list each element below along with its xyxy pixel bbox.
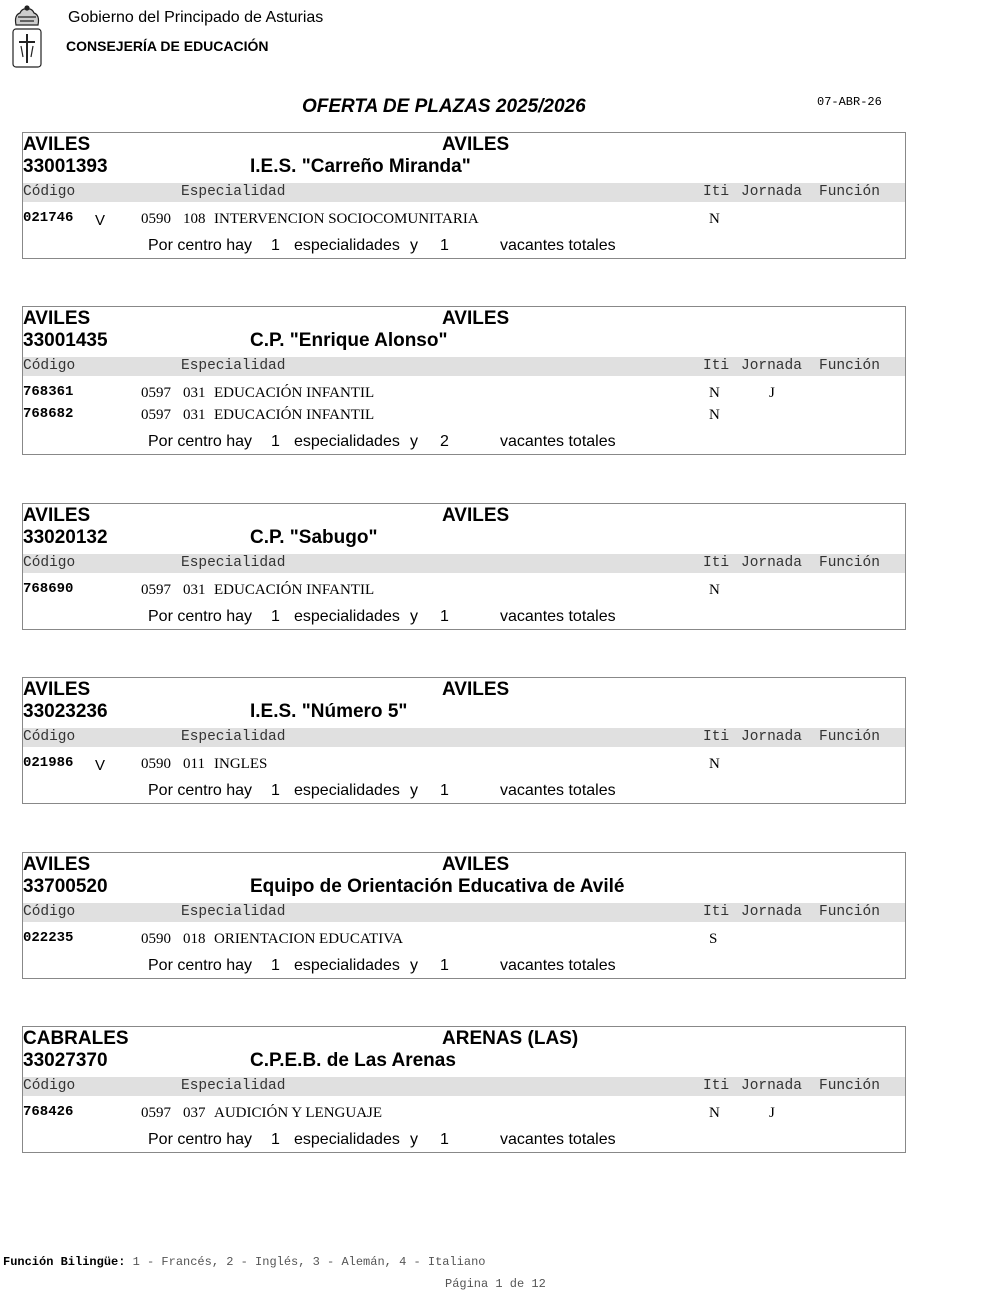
center-locality: AVILES	[442, 679, 510, 700]
summary-prefix: Por centro hay	[148, 433, 253, 450]
vacancy-iti: N	[709, 582, 720, 598]
summary-y: y	[410, 608, 418, 625]
vacancy-especialidad-name: EDUCACIÓN INFANTIL	[214, 385, 375, 401]
summary-prefix: Por centro hay	[148, 237, 253, 254]
summary-vacantes-label: vacantes totales	[500, 608, 616, 625]
summary-especialidades-count: 1	[271, 433, 280, 450]
summary-y: y	[410, 433, 418, 450]
center-code: 33027370	[23, 1050, 108, 1071]
vacancy-especialidad-code: 031	[183, 385, 206, 401]
column-codigo: Código	[23, 184, 76, 200]
center-municipality: AVILES	[23, 505, 91, 526]
center-name: I.E.S. "Carreño Miranda"	[250, 156, 471, 177]
column-funcion: Función	[819, 729, 880, 745]
column-iti: Iti	[703, 904, 730, 920]
center-block	[22, 306, 906, 455]
vacancy-especialidad-name: AUDICIÓN Y LENGUAJE	[214, 1105, 383, 1121]
vacancy-especialidad-code: 018	[183, 931, 206, 947]
summary-vacantes-label: vacantes totales	[500, 1131, 616, 1148]
column-iti: Iti	[703, 184, 730, 200]
column-funcion: Función	[819, 358, 880, 374]
center-code: 33001435	[23, 330, 108, 351]
column-especialidad: Especialidad	[181, 1078, 286, 1094]
page-number: Página 1 de 12	[445, 1277, 546, 1291]
vacancy-jornada: J	[769, 385, 775, 401]
summary-vacantes-count: 2	[440, 433, 449, 450]
summary-prefix: Por centro hay	[148, 1131, 253, 1148]
center-municipality: AVILES	[23, 679, 91, 700]
column-jornada: Jornada	[741, 729, 802, 745]
column-especialidad: Especialidad	[181, 904, 286, 920]
vacancy-especialidad-code: 031	[183, 582, 206, 598]
vacancy-especialidad-code: 031	[183, 407, 206, 423]
summary-vacantes-label: vacantes totales	[500, 433, 616, 450]
summary-especialidades-count: 1	[271, 1131, 280, 1148]
center-municipality: AVILES	[23, 308, 91, 329]
vacancy-row	[23, 384, 905, 406]
center-locality: AVILES	[442, 505, 510, 526]
summary-especialidades-label: especialidades	[294, 957, 400, 974]
summary-especialidades-label: especialidades	[294, 237, 400, 254]
vacancy-cuerpo: 0597	[141, 385, 171, 401]
vacancy-especialidad-code: 108	[183, 211, 206, 227]
vacancy-cuerpo: 0597	[141, 1105, 171, 1121]
vacancy-code: 021746	[23, 210, 74, 226]
column-especialidad: Especialidad	[181, 358, 286, 374]
summary-especialidades-count: 1	[271, 782, 280, 799]
column-especialidad: Especialidad	[181, 184, 286, 200]
center-block	[22, 503, 906, 630]
column-iti: Iti	[703, 358, 730, 374]
vacancy-row	[23, 930, 905, 952]
column-header	[23, 728, 905, 747]
legend-text: 1 - Francés, 2 - Inglés, 3 - Alemán, 4 - Italiano	[125, 1255, 486, 1269]
center-municipality: AVILES	[23, 854, 91, 875]
center-summary	[23, 779, 905, 803]
document-title: OFERTA DE PLAZAS 2025/2026	[302, 96, 586, 117]
column-header	[23, 903, 905, 922]
column-header	[23, 1077, 905, 1096]
vacancy-cuerpo: 0597	[141, 582, 171, 598]
summary-y: y	[410, 782, 418, 799]
summary-vacantes-label: vacantes totales	[500, 782, 616, 799]
center-name: Equipo de Orientación Educativa de Avilé	[250, 876, 625, 897]
center-code: 33023236	[23, 701, 108, 722]
vacancy-rows	[23, 747, 905, 777]
column-header	[23, 357, 905, 376]
vacancy-iti: N	[709, 407, 720, 423]
legend-label: Función Bilingüe:	[3, 1255, 126, 1269]
vacancy-jornada: J	[769, 1105, 775, 1121]
vacancy-rows	[23, 376, 905, 428]
center-name: C.P. "Enrique Alonso"	[250, 330, 448, 351]
vacancy-code: 021986	[23, 755, 74, 771]
center-locality: AVILES	[442, 854, 510, 875]
column-funcion: Función	[819, 184, 880, 200]
center-code: 33700520	[23, 876, 108, 897]
vacancy-iti: N	[709, 211, 720, 227]
center-name: C.P. "Sabugo"	[250, 527, 378, 548]
vacancy-code: 768426	[23, 1104, 74, 1120]
vacancy-rows	[23, 573, 905, 603]
vacancy-code: 768361	[23, 384, 74, 400]
column-codigo: Código	[23, 555, 76, 571]
vacancy-row	[23, 406, 905, 428]
summary-prefix: Por centro hay	[148, 782, 253, 799]
center-block	[22, 677, 906, 804]
column-codigo: Código	[23, 729, 76, 745]
summary-especialidades-label: especialidades	[294, 433, 400, 450]
center-summary	[23, 1128, 905, 1152]
asturias-crest-logo	[10, 5, 44, 69]
summary-especialidades-label: especialidades	[294, 1131, 400, 1148]
column-jornada: Jornada	[741, 555, 802, 571]
column-iti: Iti	[703, 729, 730, 745]
vacancy-cuerpo: 0597	[141, 407, 171, 423]
center-locality: AVILES	[442, 308, 510, 329]
summary-vacantes-count: 1	[440, 957, 449, 974]
vacancy-especialidad-name: INTERVENCION SOCIOCOMUNITARIA	[214, 211, 479, 227]
vacancy-especialidad-code: 011	[183, 756, 205, 772]
vacancy-especialidad-name: EDUCACIÓN INFANTIL	[214, 407, 375, 423]
column-funcion: Función	[819, 904, 880, 920]
column-especialidad: Especialidad	[181, 555, 286, 571]
column-codigo: Código	[23, 358, 76, 374]
column-funcion: Función	[819, 1078, 880, 1094]
column-especialidad: Especialidad	[181, 729, 286, 745]
summary-prefix: Por centro hay	[148, 957, 253, 974]
column-header	[23, 183, 905, 202]
summary-vacantes-count: 1	[440, 782, 449, 799]
center-code: 33020132	[23, 527, 108, 548]
summary-y: y	[410, 237, 418, 254]
column-iti: Iti	[703, 1078, 730, 1094]
summary-especialidades-label: especialidades	[294, 608, 400, 625]
summary-especialidades-count: 1	[271, 608, 280, 625]
center-block	[22, 1026, 906, 1153]
summary-vacantes-label: vacantes totales	[500, 237, 616, 254]
vacancy-especialidad-name: ORIENTACION EDUCATIVA	[214, 931, 403, 947]
vacancy-row	[23, 210, 905, 232]
department-name: CONSEJERÍA DE EDUCACIÓN	[66, 38, 269, 54]
vacancy-rows	[23, 1096, 905, 1126]
center-block	[22, 132, 906, 259]
vacancy-iti: N	[709, 756, 720, 772]
vacancy-row	[23, 581, 905, 603]
center-locality: ARENAS (LAS)	[442, 1028, 579, 1049]
summary-y: y	[410, 1131, 418, 1148]
center-municipality: AVILES	[23, 134, 91, 155]
vacancy-cuerpo: 0590	[141, 756, 171, 772]
vacancy-rows	[23, 202, 905, 232]
vacancy-especialidad-name: INGLES	[214, 756, 268, 772]
column-codigo: Código	[23, 1078, 76, 1094]
center-summary	[23, 605, 905, 629]
vacancy-flag: V	[95, 757, 106, 774]
summary-especialidades-label: especialidades	[294, 782, 400, 799]
column-jornada: Jornada	[741, 358, 802, 374]
center-code: 33001393	[23, 156, 108, 177]
column-iti: Iti	[703, 555, 730, 571]
summary-prefix: Por centro hay	[148, 608, 253, 625]
summary-y: y	[410, 957, 418, 974]
vacancy-especialidad-name: EDUCACIÓN INFANTIL	[214, 582, 375, 598]
vacancy-cuerpo: 0590	[141, 931, 171, 947]
vacancy-iti: N	[709, 1105, 720, 1121]
document-date: 07-ABR-26	[817, 95, 882, 109]
center-block	[22, 852, 906, 979]
column-header	[23, 554, 905, 573]
bilingual-legend	[3, 1255, 485, 1269]
center-summary	[23, 234, 905, 258]
summary-vacantes-label: vacantes totales	[500, 957, 616, 974]
summary-especialidades-count: 1	[271, 237, 280, 254]
center-summary	[23, 430, 905, 454]
summary-vacantes-count: 1	[440, 1131, 449, 1148]
column-funcion: Función	[819, 555, 880, 571]
vacancy-cuerpo: 0590	[141, 211, 171, 227]
vacancy-row	[23, 755, 905, 777]
center-locality: AVILES	[442, 134, 510, 155]
government-name: Gobierno del Principado de Asturias	[68, 9, 324, 26]
center-municipality: CABRALES	[23, 1028, 129, 1049]
center-summary	[23, 954, 905, 978]
vacancy-especialidad-code: 037	[183, 1105, 206, 1121]
column-jornada: Jornada	[741, 904, 802, 920]
summary-vacantes-count: 1	[440, 237, 449, 254]
vacancy-code: 768682	[23, 406, 74, 422]
vacancy-row	[23, 1104, 905, 1126]
center-name: I.E.S. "Número 5"	[250, 701, 408, 722]
vacancy-iti: N	[709, 385, 720, 401]
summary-vacantes-count: 1	[440, 608, 449, 625]
vacancy-code: 768690	[23, 581, 74, 597]
vacancy-iti: S	[709, 931, 718, 947]
vacancy-code: 022235	[23, 930, 74, 946]
column-jornada: Jornada	[741, 184, 802, 200]
vacancy-rows	[23, 922, 905, 952]
center-name: C.P.E.B. de Las Arenas	[250, 1050, 456, 1071]
summary-especialidades-count: 1	[271, 957, 280, 974]
column-jornada: Jornada	[741, 1078, 802, 1094]
column-codigo: Código	[23, 904, 76, 920]
vacancy-flag: V	[95, 212, 106, 229]
